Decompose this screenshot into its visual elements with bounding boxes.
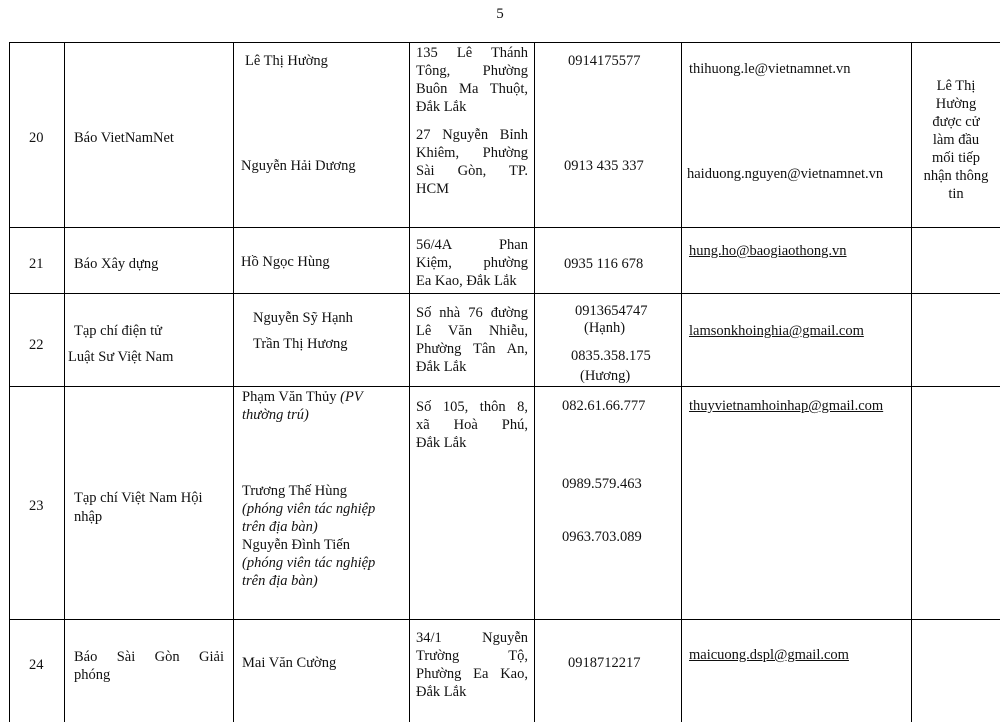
person-name: Nguyễn Sỹ Hạnh <box>253 310 353 326</box>
phone-contact-label: (Hạnh) <box>584 320 626 336</box>
phone-contact-label: (Hương) <box>580 368 631 384</box>
email-address: haiduong.nguyen@vietnamnet.vn <box>687 166 884 182</box>
phone-number: 0913 435 337 <box>564 158 644 174</box>
row-border <box>9 293 1000 294</box>
person-entry: Trương Thế Hùng (phóng viên tác nghiệp trên địa bàn) Nguyễn Đình Tiến (phóng viên tác nghiệp trên địa bàn) <box>242 482 407 590</box>
row-number: 23 <box>29 498 44 514</box>
person-name: Trương Thế Hùng <box>242 483 347 499</box>
row-border <box>9 227 1000 228</box>
phone-number: 0835.358.175 <box>571 348 651 364</box>
row-border <box>9 42 1000 43</box>
column-divider-unit <box>233 42 234 722</box>
unit-name: Tạp chí Việt Nam Hội <box>74 490 203 506</box>
unit-name: Báo Sài Gòn Giải <box>74 649 224 665</box>
address-cell: 56/4A Phan Kiệm, phường Ea Kao, Đắk Lắk <box>416 237 528 289</box>
address-cell: Số 105, thôn 8, xã Hoà Phú, Đắk Lắk <box>416 399 528 451</box>
person-name: Phạm Văn Thủy <box>242 389 337 405</box>
unit-name: Báo VietNamNet <box>74 130 174 146</box>
email-link[interactable]: thuyvietnamhoinhap@gmail.com <box>689 398 884 414</box>
unit-name: Tạp chí điện tử <box>74 323 162 339</box>
unit-name: nhập <box>74 509 103 525</box>
row-border <box>9 619 1000 620</box>
note-cell: Lê Thị Hường được cử làm đầu mối tiếp nhận thông tin <box>923 78 989 202</box>
row-number: 24 <box>29 657 44 673</box>
row-number: 22 <box>29 337 44 353</box>
phone-number: 0914175577 <box>568 53 641 69</box>
table-border-left <box>9 42 10 722</box>
person-name: Mai Văn Cường <box>242 655 337 671</box>
phone-number: 0935 116 678 <box>564 256 644 272</box>
column-divider-person <box>409 42 410 722</box>
person-name: Hồ Ngọc Hùng <box>241 254 330 270</box>
contact-table <box>9 42 1000 722</box>
address-cell: 135 Lê Thánh Tông, Phường Buôn Ma Thuột, Đắk Lắk <box>416 45 528 115</box>
row-number: 20 <box>29 130 44 146</box>
email-link[interactable]: maicuong.dspl@gmail.com <box>689 647 849 663</box>
unit-cell <box>74 648 224 684</box>
unit-name: phóng <box>74 667 111 683</box>
address-cell: Số nhà 76 đường Lê Văn Nhiễu, Phường Tân An, Đắk Lắk <box>416 305 528 375</box>
person-entry: Phạm Văn Thủy (PV thường trú) <box>242 389 363 423</box>
email-address: thihuong.le@vietnamnet.vn <box>689 61 851 77</box>
page-number: 5 <box>496 6 504 22</box>
person-name: Nguyễn Hải Dương <box>241 158 356 174</box>
person-name: Nguyễn Đình Tiến <box>242 537 350 553</box>
column-divider-phone <box>681 42 682 722</box>
phone-number: 0989.579.463 <box>562 476 642 492</box>
row-number: 21 <box>29 256 44 272</box>
phone-number: 0918712217 <box>568 655 641 671</box>
phone-number: 0963.703.089 <box>562 529 642 545</box>
email-link[interactable]: hung.ho@baogiaothong.vn <box>689 243 847 259</box>
phone-number: 0913654747 <box>575 303 648 319</box>
row-border <box>9 386 1000 387</box>
email-link[interactable]: lamsonkhoinghia@gmail.com <box>689 323 864 339</box>
person-name: Trần Thị Hương <box>253 336 348 352</box>
unit-name: Luật Sư Việt Nam <box>68 349 174 365</box>
column-divider-stt <box>64 42 65 722</box>
unit-name: Báo Xây dựng <box>74 256 159 272</box>
person-name: Lê Thị Hường <box>245 53 328 69</box>
address-cell: 34/1 Nguyễn Trường Tộ, Phường Ea Kao, Đắk Lắk <box>416 630 528 700</box>
column-divider-address <box>534 42 535 722</box>
phone-number: 082.61.66.777 <box>562 398 646 414</box>
address-cell: 27 Nguyễn Bỉnh Khiêm, Phường Sài Gòn, TP. HCM <box>416 127 528 197</box>
